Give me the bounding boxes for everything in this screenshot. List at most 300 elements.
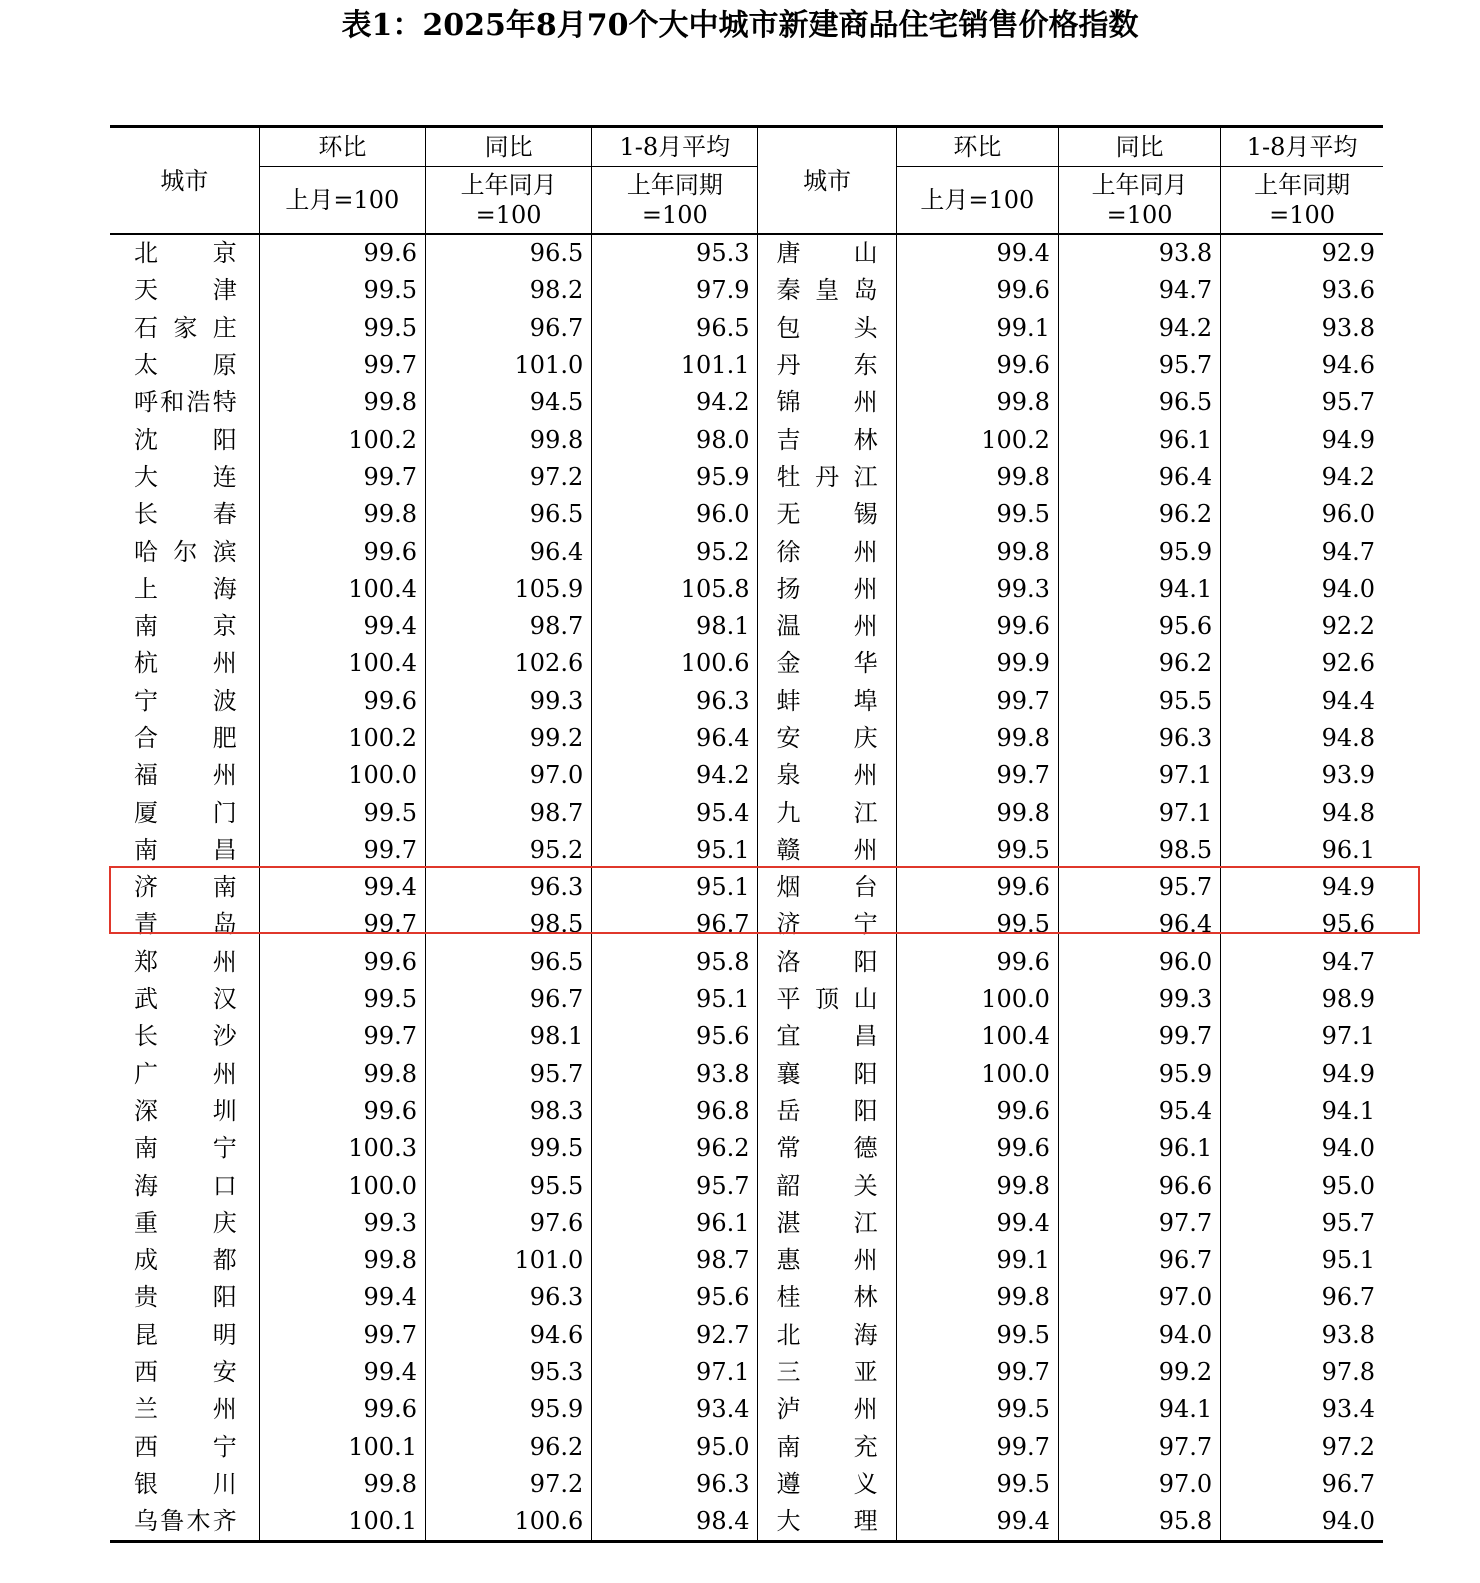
mom-value: 100.1 [259, 1429, 425, 1466]
avg-value: 94.2 [592, 384, 758, 421]
avg-value: 95.6 [592, 1018, 758, 1055]
avg-header-right: 1-8月平均 [1221, 127, 1383, 167]
table-row [110, 1391, 1383, 1428]
mom-value: 99.6 [259, 683, 425, 720]
table-row [110, 1354, 1383, 1391]
yoy-value: 96.5 [425, 234, 591, 272]
mom-value-right: 99.5 [896, 1466, 1058, 1503]
table-title: 表1：2025年8月70个大中城市新建商品住宅销售价格指数 [341, 8, 1139, 43]
table-row [110, 832, 1383, 869]
yoy-value-right: 99.2 [1058, 1354, 1220, 1391]
yoy-value: 97.6 [425, 1205, 591, 1242]
yoy-value-right: 95.4 [1058, 1093, 1220, 1130]
mom-header-right: 环比 [896, 127, 1058, 167]
mom-value: 99.8 [259, 496, 425, 533]
city-name: 长沙 [134, 1022, 237, 1051]
avg-value: 94.2 [592, 757, 758, 794]
avg-value-right: 94.7 [1221, 944, 1383, 981]
avg-value-right: 94.9 [1221, 869, 1383, 906]
avg-value-right: 97.1 [1221, 1018, 1383, 1055]
avg-value: 93.8 [592, 1056, 758, 1093]
city-name-right: 烟台 [758, 869, 896, 906]
mom-value-right: 99.7 [896, 757, 1058, 794]
city-name: 贵阳 [134, 1283, 237, 1312]
yoy-value-right: 93.8 [1058, 234, 1220, 272]
table-row [110, 1093, 1383, 1130]
mom-value-right: 99.6 [896, 944, 1058, 981]
avg-value: 101.1 [592, 347, 758, 384]
avg-base: 上年同期 =100 [592, 167, 758, 235]
yoy-value-right: 94.0 [1058, 1317, 1220, 1354]
avg-value-right: 94.7 [1221, 533, 1383, 570]
mom-value-right: 99.7 [896, 683, 1058, 720]
city-name: 乌鲁木齐 [110, 1503, 259, 1542]
avg-value-right: 93.4 [1221, 1391, 1383, 1428]
yoy-value-right: 96.2 [1058, 496, 1220, 533]
table-row [110, 608, 1383, 645]
yoy-value: 94.5 [425, 384, 591, 421]
avg-value: 98.7 [592, 1242, 758, 1279]
yoy-value: 96.2 [425, 1429, 591, 1466]
table-row [110, 459, 1383, 496]
avg-value-right: 94.9 [1221, 1056, 1383, 1093]
yoy-value: 95.2 [425, 832, 591, 869]
yoy-value: 105.9 [425, 571, 591, 608]
mom-value-right: 99.1 [896, 310, 1058, 347]
avg-value: 95.8 [592, 944, 758, 981]
city-name-right: 温州 [758, 608, 896, 645]
avg-value-right: 97.2 [1221, 1429, 1383, 1466]
city-name-right: 泉州 [758, 757, 896, 794]
city-name: 南宁 [134, 1134, 237, 1163]
table-row [110, 1279, 1383, 1316]
avg-value: 95.1 [592, 869, 758, 906]
mom-value-right: 99.8 [896, 533, 1058, 570]
yoy-value-right: 95.5 [1058, 683, 1220, 720]
city-name: 厦门 [134, 798, 237, 827]
avg-value: 95.9 [592, 459, 758, 496]
mom-value-right: 99.1 [896, 1242, 1058, 1279]
yoy-value: 98.7 [425, 794, 591, 831]
city-name-right: 南充 [758, 1429, 896, 1466]
mom-value-right: 100.2 [896, 421, 1058, 458]
mom-value-right: 99.8 [896, 384, 1058, 421]
mom-value: 100.2 [259, 421, 425, 458]
city-name: 海口 [134, 1171, 237, 1200]
mom-value: 99.8 [259, 384, 425, 421]
yoy-value-right: 96.3 [1058, 720, 1220, 757]
city-name-right: 桂林 [758, 1279, 896, 1316]
yoy-value: 101.0 [425, 1242, 591, 1279]
city-name: 宁波 [134, 686, 237, 715]
price-index-table [110, 125, 1383, 1543]
table-row [110, 757, 1383, 794]
mom-value-right: 99.3 [896, 571, 1058, 608]
yoy-value-right: 96.5 [1058, 384, 1220, 421]
city-name-right: 安庆 [758, 720, 896, 757]
yoy-value-right: 97.1 [1058, 757, 1220, 794]
yoy-value: 102.6 [425, 645, 591, 682]
mom-value: 99.7 [259, 906, 425, 943]
mom-value-right: 99.6 [896, 1093, 1058, 1130]
yoy-value: 95.9 [425, 1391, 591, 1428]
yoy-value: 96.5 [425, 496, 591, 533]
city-name: 昆明 [134, 1320, 237, 1349]
city-name-right: 泸州 [758, 1391, 896, 1428]
mom-value: 99.7 [259, 1317, 425, 1354]
mom-base-right: 上月=100 [896, 167, 1058, 235]
city-name-right: 济宁 [758, 906, 896, 943]
city-name: 兰州 [134, 1395, 237, 1424]
mom-value-right: 99.5 [896, 906, 1058, 943]
yoy-header: 同比 [425, 127, 591, 167]
city-name-right: 韶关 [758, 1167, 896, 1204]
yoy-value-right: 95.9 [1058, 1056, 1220, 1093]
avg-value-right: 98.9 [1221, 981, 1383, 1018]
avg-value-right: 95.6 [1221, 906, 1383, 943]
mom-value: 99.3 [259, 1205, 425, 1242]
city-name-right: 牡丹江 [758, 459, 896, 496]
yoy-value: 94.6 [425, 1317, 591, 1354]
city-name: 呼和浩特 [134, 388, 237, 417]
table-row [110, 981, 1383, 1018]
avg-value-right: 94.2 [1221, 459, 1383, 496]
city-name-right: 丹东 [758, 347, 896, 384]
avg-value: 96.5 [592, 310, 758, 347]
city-name-right: 惠州 [758, 1242, 896, 1279]
yoy-value-right: 94.7 [1058, 272, 1220, 309]
yoy-value-right: 96.6 [1058, 1167, 1220, 1204]
city-name: 哈尔滨 [134, 537, 237, 566]
table-row [110, 1429, 1383, 1466]
avg-value-right: 96.7 [1221, 1279, 1383, 1316]
yoy-value-right: 96.1 [1058, 1130, 1220, 1167]
yoy-base-right: 上年同月 =100 [1058, 167, 1220, 235]
yoy-value-right: 97.7 [1058, 1205, 1220, 1242]
city-name: 成都 [134, 1246, 237, 1275]
mom-value: 99.4 [259, 1279, 425, 1316]
avg-value-right: 95.0 [1221, 1167, 1383, 1204]
yoy-value: 96.7 [425, 981, 591, 1018]
yoy-value: 98.3 [425, 1093, 591, 1130]
mom-value: 99.7 [259, 347, 425, 384]
mom-value: 100.2 [259, 720, 425, 757]
table-row [110, 1242, 1383, 1279]
yoy-value: 99.2 [425, 720, 591, 757]
yoy-value-right: 96.4 [1058, 459, 1220, 496]
city-name: 沈阳 [134, 425, 237, 454]
avg-value: 96.3 [592, 1466, 758, 1503]
mom-value-right: 99.8 [896, 459, 1058, 496]
yoy-value-right: 95.6 [1058, 608, 1220, 645]
mom-value-right: 99.6 [896, 869, 1058, 906]
city-name: 上海 [134, 574, 237, 603]
avg-value: 97.1 [592, 1354, 758, 1391]
city-name: 合肥 [134, 724, 237, 752]
yoy-value-right: 99.3 [1058, 981, 1220, 1018]
city-name: 广州 [134, 1059, 237, 1088]
yoy-value-right: 97.7 [1058, 1429, 1220, 1466]
yoy-value: 97.2 [425, 459, 591, 496]
table-row [110, 720, 1383, 757]
mom-value-right: 99.6 [896, 608, 1058, 645]
mom-value-right: 99.7 [896, 1354, 1058, 1391]
table-row [110, 1167, 1383, 1204]
city-name-right: 湛江 [758, 1205, 896, 1242]
mom-value: 99.8 [259, 1242, 425, 1279]
table-row [110, 944, 1383, 981]
table-row [110, 421, 1383, 458]
city-name: 青岛 [134, 910, 237, 939]
avg-value: 95.6 [592, 1279, 758, 1316]
table-row [110, 1056, 1383, 1093]
city-name: 天津 [134, 276, 237, 305]
yoy-value: 101.0 [425, 347, 591, 384]
yoy-value-right: 96.2 [1058, 645, 1220, 682]
city-name: 西安 [134, 1358, 237, 1387]
avg-value: 96.0 [592, 496, 758, 533]
city-name: 石家庄 [134, 313, 237, 342]
city-name: 深圳 [134, 1096, 237, 1125]
mom-value: 99.4 [259, 608, 425, 645]
mom-header: 环比 [259, 127, 425, 167]
mom-value-right: 99.4 [896, 234, 1058, 272]
avg-value: 95.0 [592, 1429, 758, 1466]
yoy-value: 98.1 [425, 1018, 591, 1055]
yoy-value: 100.6 [425, 1503, 591, 1542]
mom-value: 100.3 [259, 1130, 425, 1167]
city-header-right: 城市 [758, 127, 896, 235]
table-row [110, 794, 1383, 831]
table-row [110, 310, 1383, 347]
yoy-value: 95.7 [425, 1056, 591, 1093]
mom-value-right: 99.9 [896, 645, 1058, 682]
yoy-value-right: 98.5 [1058, 832, 1220, 869]
mom-value: 99.7 [259, 459, 425, 496]
table-row [110, 234, 1383, 272]
yoy-value-right: 96.0 [1058, 944, 1220, 981]
yoy-value-right: 96.7 [1058, 1242, 1220, 1279]
city-name-right: 唐山 [758, 234, 896, 272]
city-name-right: 徐州 [758, 533, 896, 570]
city-name: 南昌 [134, 835, 237, 864]
table-row [110, 645, 1383, 682]
mom-value-right: 99.5 [896, 1317, 1058, 1354]
table-row [110, 1205, 1383, 1242]
mom-value-right: 100.0 [896, 981, 1058, 1018]
mom-value: 99.7 [259, 832, 425, 869]
city-name: 郑州 [134, 947, 237, 976]
city-name-right: 大理 [758, 1503, 896, 1542]
yoy-value-right: 94.1 [1058, 1391, 1220, 1428]
avg-value: 96.8 [592, 1093, 758, 1130]
avg-value-right: 94.8 [1221, 720, 1383, 757]
avg-value-right: 92.6 [1221, 645, 1383, 682]
avg-value-right: 94.0 [1221, 1503, 1383, 1542]
city-name-right: 宜昌 [758, 1018, 896, 1055]
avg-value: 96.1 [592, 1205, 758, 1242]
yoy-value-right: 96.4 [1058, 906, 1220, 943]
yoy-value-right: 94.2 [1058, 310, 1220, 347]
city-name: 济南 [134, 873, 237, 902]
avg-value: 95.7 [592, 1167, 758, 1204]
mom-value-right: 99.8 [896, 794, 1058, 831]
mom-value-right: 99.5 [896, 496, 1058, 533]
avg-value: 96.7 [592, 906, 758, 943]
avg-value-right: 96.7 [1221, 1466, 1383, 1503]
mom-value-right: 99.6 [896, 347, 1058, 384]
mom-value-right: 100.4 [896, 1018, 1058, 1055]
avg-value-right: 93.8 [1221, 1317, 1383, 1354]
mom-value-right: 99.4 [896, 1205, 1058, 1242]
avg-value: 93.4 [592, 1391, 758, 1428]
yoy-value: 96.3 [425, 869, 591, 906]
city-name: 大连 [134, 462, 237, 491]
avg-value-right: 94.0 [1221, 571, 1383, 608]
avg-value-right: 92.9 [1221, 234, 1383, 272]
table-row [110, 272, 1383, 309]
avg-value-right: 97.8 [1221, 1354, 1383, 1391]
city-name-right: 九江 [758, 794, 896, 831]
avg-value: 98.4 [592, 1503, 758, 1542]
mom-value: 99.6 [259, 533, 425, 570]
table-row [110, 496, 1383, 533]
table-row [110, 906, 1383, 943]
avg-value: 95.2 [592, 533, 758, 570]
yoy-value: 96.7 [425, 310, 591, 347]
city-name: 杭州 [134, 649, 237, 678]
yoy-value: 95.5 [425, 1167, 591, 1204]
mom-value-right: 99.8 [896, 1279, 1058, 1316]
yoy-value-right: 96.1 [1058, 421, 1220, 458]
avg-value: 95.4 [592, 794, 758, 831]
yoy-value: 98.5 [425, 906, 591, 943]
city-name-right: 岳阳 [758, 1093, 896, 1130]
avg-value-right: 96.0 [1221, 496, 1383, 533]
mom-value: 100.4 [259, 571, 425, 608]
yoy-value: 99.8 [425, 421, 591, 458]
city-name-right: 襄阳 [758, 1056, 896, 1093]
table-row [110, 1317, 1383, 1354]
mom-value: 99.6 [259, 944, 425, 981]
yoy-value-right: 94.1 [1058, 571, 1220, 608]
table-row [110, 1466, 1383, 1503]
mom-value-right: 99.7 [896, 1429, 1058, 1466]
mom-value: 99.6 [259, 1093, 425, 1130]
mom-value: 100.0 [259, 757, 425, 794]
yoy-value: 95.3 [425, 1354, 591, 1391]
table-row [110, 533, 1383, 570]
avg-value: 95.3 [592, 234, 758, 272]
city-name: 重庆 [134, 1208, 237, 1237]
mom-value: 99.4 [259, 1354, 425, 1391]
city-name: 太原 [134, 351, 237, 380]
avg-value-right: 93.6 [1221, 272, 1383, 309]
avg-value-right: 93.9 [1221, 757, 1383, 794]
city-name-right: 秦皇岛 [758, 272, 896, 309]
mom-value: 99.4 [259, 869, 425, 906]
mom-value: 99.7 [259, 1018, 425, 1055]
mom-value: 100.1 [259, 1503, 425, 1542]
table-row [110, 1503, 1383, 1542]
avg-value-right: 94.1 [1221, 1093, 1383, 1130]
yoy-value-right: 95.7 [1058, 869, 1220, 906]
city-name-right: 吉林 [758, 421, 896, 458]
yoy-base: 上年同月 =100 [425, 167, 591, 235]
city-name-right: 扬州 [758, 571, 896, 608]
avg-value: 92.7 [592, 1317, 758, 1354]
mom-value: 99.8 [259, 1466, 425, 1503]
city-name: 福州 [134, 761, 237, 790]
mom-value: 99.5 [259, 272, 425, 309]
yoy-value-right: 97.0 [1058, 1466, 1220, 1503]
avg-base-right: 上年同期 =100 [1221, 167, 1383, 235]
avg-header: 1-8月平均 [592, 127, 758, 167]
avg-value: 95.1 [592, 832, 758, 869]
avg-value: 98.1 [592, 608, 758, 645]
city-name-right: 金华 [758, 645, 896, 682]
mom-value-right: 100.0 [896, 1056, 1058, 1093]
table-row [110, 869, 1383, 906]
city-name: 武汉 [134, 985, 237, 1014]
city-name-right: 平顶山 [758, 981, 896, 1018]
yoy-value-right: 99.7 [1058, 1018, 1220, 1055]
avg-value-right: 95.1 [1221, 1242, 1383, 1279]
city-name: 北京 [134, 239, 237, 268]
mom-value-right: 99.8 [896, 1167, 1058, 1204]
yoy-value-right: 97.0 [1058, 1279, 1220, 1316]
avg-value-right: 94.9 [1221, 421, 1383, 458]
city-name-right: 无锡 [758, 496, 896, 533]
mom-value-right: 99.5 [896, 1391, 1058, 1428]
city-name: 西宁 [134, 1432, 237, 1461]
avg-value: 100.6 [592, 645, 758, 682]
mom-value: 99.5 [259, 310, 425, 347]
avg-value: 105.8 [592, 571, 758, 608]
yoy-value: 97.2 [425, 1466, 591, 1503]
table-row [110, 384, 1383, 421]
yoy-value: 99.3 [425, 683, 591, 720]
avg-value-right: 94.0 [1221, 1130, 1383, 1167]
mom-value: 99.5 [259, 981, 425, 1018]
yoy-value: 96.4 [425, 533, 591, 570]
table-row [110, 683, 1383, 720]
city-name-right: 包头 [758, 310, 896, 347]
mom-base: 上月=100 [259, 167, 425, 235]
yoy-header-right: 同比 [1058, 127, 1220, 167]
mom-value-right: 99.6 [896, 1130, 1058, 1167]
yoy-value-right: 95.7 [1058, 347, 1220, 384]
table-row [110, 1130, 1383, 1167]
avg-value: 97.9 [592, 272, 758, 309]
yoy-value-right: 97.1 [1058, 794, 1220, 831]
yoy-value-right: 95.9 [1058, 533, 1220, 570]
mom-value-right: 99.8 [896, 720, 1058, 757]
mom-value: 99.8 [259, 1056, 425, 1093]
yoy-value-right: 95.8 [1058, 1503, 1220, 1542]
yoy-value: 96.5 [425, 944, 591, 981]
mom-value: 99.6 [259, 234, 425, 272]
city-name-right: 北海 [758, 1317, 896, 1354]
mom-value-right: 99.4 [896, 1503, 1058, 1542]
city-name-right: 赣州 [758, 832, 896, 869]
avg-value: 96.2 [592, 1130, 758, 1167]
city-name-right: 锦州 [758, 384, 896, 421]
avg-value-right: 92.2 [1221, 608, 1383, 645]
avg-value: 96.4 [592, 720, 758, 757]
table-row [110, 571, 1383, 608]
avg-value-right: 93.8 [1221, 310, 1383, 347]
